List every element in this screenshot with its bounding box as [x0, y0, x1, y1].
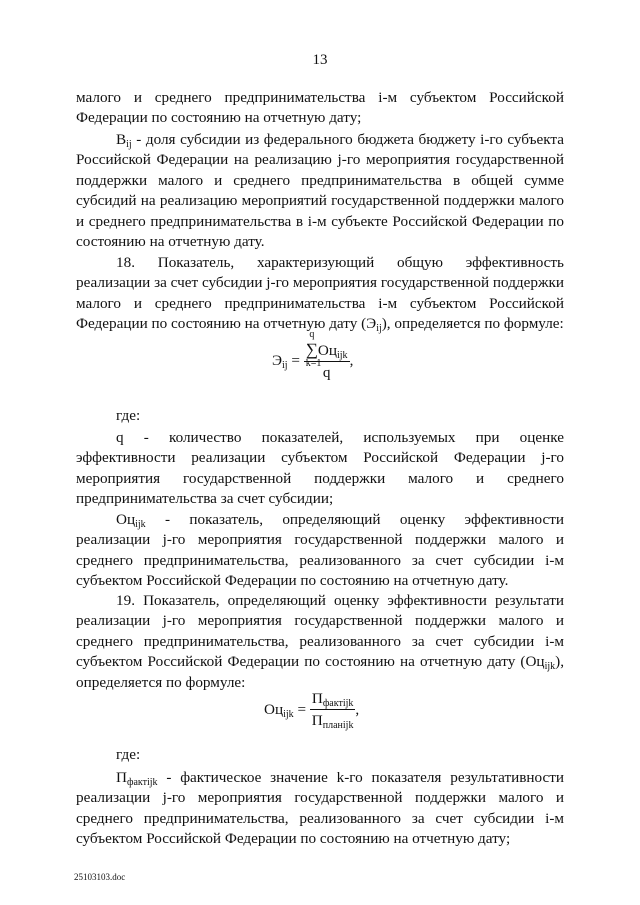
- formula2-denominator: $П_{планijk}$: [311, 712, 354, 731]
- paragraph-p-fakt-definition: [76, 768, 564, 850]
- paragraph-item-18: [76, 253, 564, 335]
- formula1-punct: ,: [349, 352, 354, 369]
- page-number: 13: [312, 52, 328, 68]
- formula1-lhs: $Э_{ij}$ =: [272, 352, 304, 371]
- oc-symbol-subscript: ijk: [135, 519, 146, 530]
- summation-sign: q ∑ k=1: [305, 329, 322, 369]
- item-19-tail: ), определяется по формуле:: [76, 653, 564, 691]
- formula1-fraction: [304, 329, 350, 382]
- oc-definition-text: - показатель, определяющий оценку эффективности реализации j-го мероприятия государственной поддержки малого и среднего предпринимательства, реализованного за счет субсидии i-м субъектом Российской Федерации по состоянию на отчетную дату.: [76, 511, 564, 590]
- p-fakt-symbol-subscript: фактijk: [126, 777, 158, 788]
- item-19-symbol: Оц: [525, 653, 545, 671]
- item-19-symbol-subscript: ijk: [544, 661, 556, 673]
- item-18-text: 18. Показатель, характеризующий общую эффективность реализации за счет субсидии j-го мероприятия государственной поддержки малого и среднего предпринимательства i-м субъектом Российской Федерации по состоянию на отчетную дату (: [76, 254, 564, 333]
- bij-definition-text: - доля субсидии из федерального бюджета бюджету i-го субъекта Российской Федерации на реализацию j-го мероприятия государственной поддержки малого и среднего предпринимательства в общей сумме субсидий на реализацию мероприятий государственной поддержки малого и среднего предпринимательства в i-м субъекте Российской Федерации по состоянию на отчетную дату.: [76, 131, 564, 251]
- paragraph-bij-definition: [76, 130, 564, 252]
- formula-e-ij: [272, 329, 354, 382]
- p-fakt-definition-text: - фактическое значение k-го показателя результативности реализации j-го мероприятия государственной поддержки малого и среднего предпринимательства, реализованного за счет субсидии i-м субъектом Российской Федерации по состоянию на отчетную дату;: [76, 769, 564, 848]
- formula1-numerator: q ∑ k=1 $Оц_{ijk}$: [305, 329, 348, 369]
- p-fakt-symbol: П: [116, 769, 127, 786]
- oc-symbol: Оц: [116, 511, 136, 528]
- item-18-tail: ), определяется по формуле:: [381, 315, 564, 333]
- symbol-b: В: [116, 131, 127, 148]
- footer-filename: 25103103.doc: [74, 872, 126, 882]
- item-18-symbol-subscript: ij: [376, 323, 382, 335]
- formula-oc-ijk: [264, 690, 359, 730]
- formula2-lhs: $Оц_{ijk}$ =: [264, 701, 310, 720]
- formula2-numerator: $П_{фактijk}$: [311, 690, 354, 709]
- formula2-fraction: [310, 690, 356, 730]
- formula1-denominator: q: [322, 364, 331, 381]
- paragraph-q-definition: q - количество показателей, используемых при оценке эффективности реализации субъектом Российской Федерации j-го мероприятия государственной поддержки малого и среднего предпринимательства за счет субсидии;: [76, 429, 564, 508]
- paragraph-continuation: малого и среднего предпринимательства i-м субъектом Российской Федерации по состоянию на отчетную дату;: [76, 89, 564, 127]
- paragraph-item-19: [76, 591, 564, 693]
- where-label-2: где:: [116, 746, 141, 763]
- where-label-1: где:: [116, 407, 141, 424]
- item-19-text: 19. Показатель, определяющий оценку эффективности результати реализации j-го мероприятия государственной поддержки малого и среднего предпринимательства, реализованного за счет субсидии i-м субъектом Российской Федерации по состоянию на отчетную дату (: [76, 592, 564, 671]
- formula2-punct: ,: [355, 701, 360, 718]
- paragraph-oc-definition: [76, 510, 564, 592]
- item-18-symbol: Э: [366, 315, 377, 333]
- symbol-b-subscript: ij: [126, 139, 132, 150]
